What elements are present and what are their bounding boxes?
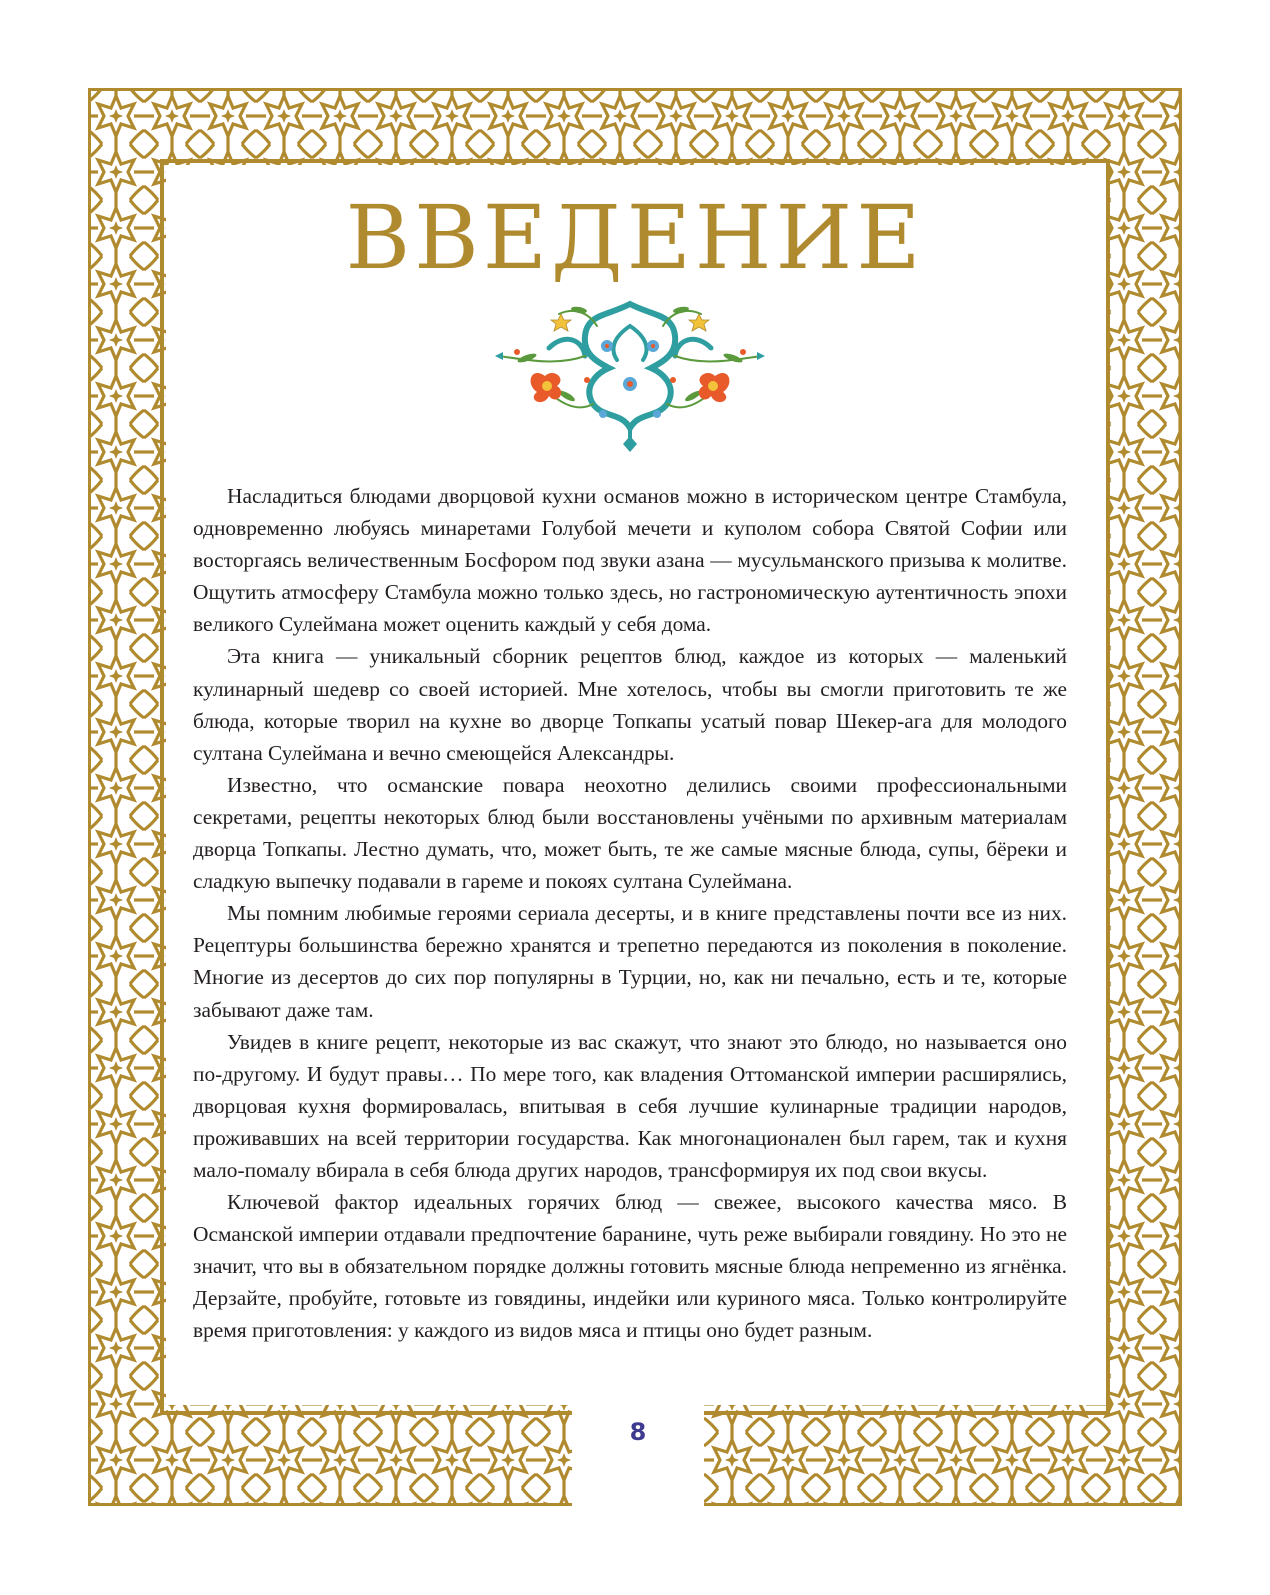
- page-title: ВВЕДЕНИЕ: [345, 186, 925, 289]
- paragraph: Увидев в книге рецепт, некоторые из вас скажут, что знают это блюдо, но называется оно по-другому. И будут правы… По мере того, как владения Оттоманской империи расширялись, дворцовая кухня формировалась, впитывая в себя лучшие кулинарные традиции народов, проживавших на всей территории государства. Как многонационален был гарем, так и кухня мало-помалу вбирала в себя блюда других народов, трансформируя их под свои вкусы.: [193, 1029, 1067, 1182]
- paragraph: Насладиться блюдами дворцовой кухни османов можно в историческом центре Стамбула, одновременно любуясь минаретами Голубой мечети и куполом собора Святой Софии или восторгаясь величественным Босфором под звуки азана — мусульманского призыва к молитве. Ощутить атмосферу Стамбула можно только здесь, но гастрономическую аутентичность эпохи великого Сулеймана может оценить каждый у себя дома.: [193, 484, 1067, 637]
- page-number: 8: [629, 1418, 647, 1446]
- paragraph: Ключевой фактор идеальных горячих блюд — свежее, высокого качества мясо. В Османской империи отдавали предпочтение баранине, чуть реже выбирали говядину. Но это не значит, что вы в обязательном порядке должны готовить мясные блюда непременно из ягнёнка. Дерзайте, пробуйте, готовьте из говядины, индейки или куриного мяса. Только контролируйте время приготовления: у каждого из видов мяса и птицы оно будет разным.: [193, 1190, 1067, 1343]
- paragraph: Известно, что османские повара неохотно делились своими профессиональными секретами, рецепты некоторых блюд были восстановлены учёными по архивным материалам дворца Топкапы. Лестно думать, что, может быть, те же самые мясные блюда, супы, бёреки и сладкую выпечку подавали в гареме и покоях султана Сулеймана.: [193, 772, 1067, 894]
- body-text: [193, 480, 1067, 1347]
- floral-arabesque-icon: [487, 296, 773, 452]
- paragraph: Мы помним любимые героями сериала десерты, и в книге представлены почти все из них. Рецептуры большинства бережно хранятся и трепетно передаются из поколения в поколение. Многие из десертов до сих пор популярны в Турции, но, как ни печально, есть и те, которые забывают даже там.: [193, 901, 1067, 1022]
- paragraph: Эта книга — уникальный сборник рецептов блюд, каждое из которых — маленький кулинарный шедевр со своей историей. Мне хотелось, чтобы вы смогли приготовить те же блюда, которые творил на кухне во дворце Топкапы усатый повар Шекер-ага для молодого султана Сулеймана и вечно смеющейся Александры.: [193, 644, 1067, 765]
- page-number-gap: [572, 1400, 704, 1506]
